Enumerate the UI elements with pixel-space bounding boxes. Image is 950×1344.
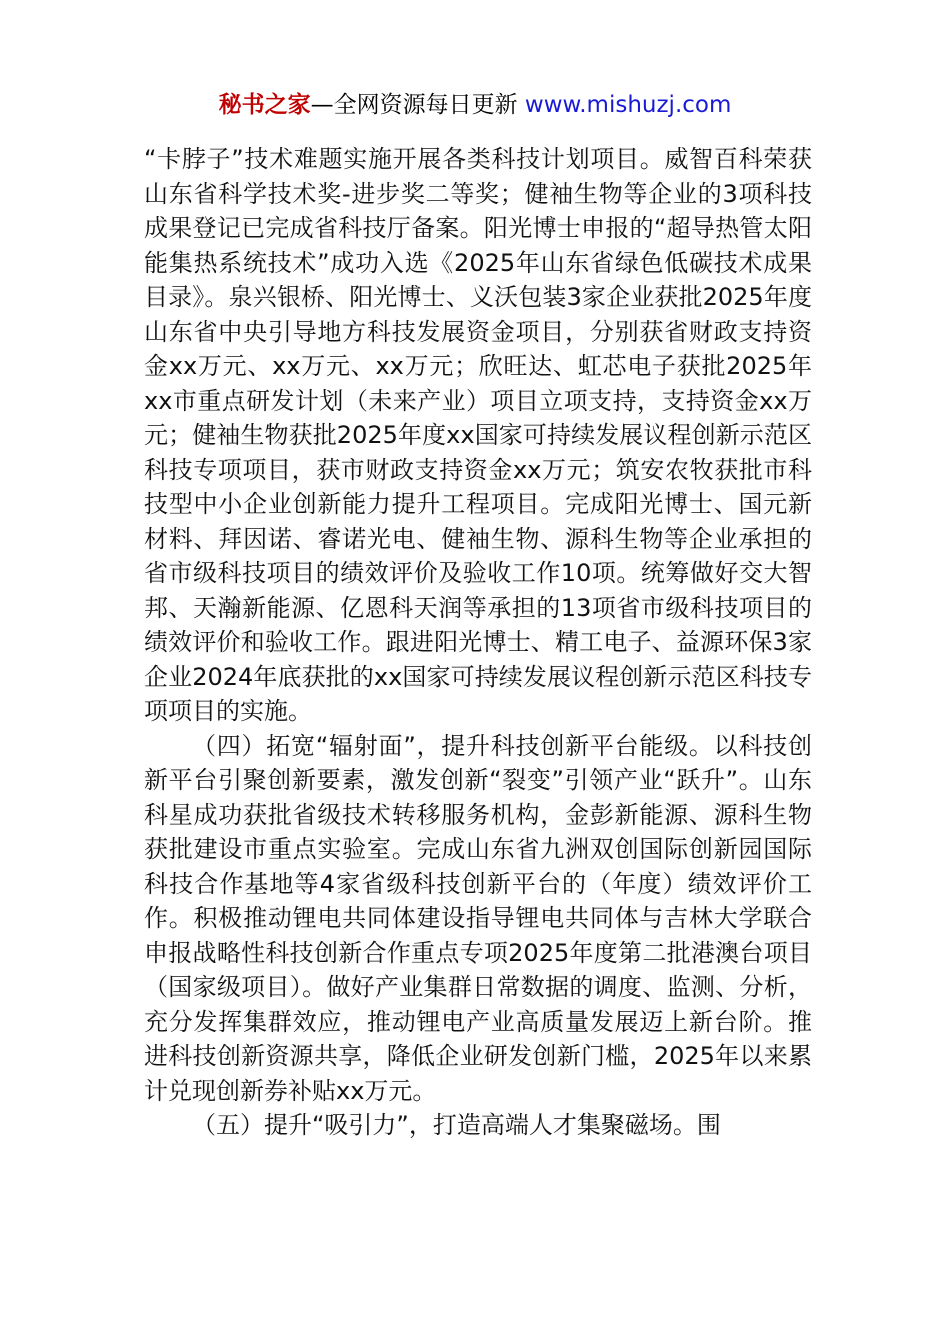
site-header: [0, 88, 950, 122]
paragraph-2: （四）拓宽“辐射面”，提升科技创新平台能级。以科技创新平台引聚创新要素，激发创新“裂变”引领产业“跃升”。山东科星成功获批省级技术转移服务机构，金彭新能源、源科生物获批建设市重点实验室。完成山东省九洲双创国际创新园国际科技合作基地等4家省级科技创新平台的（年度）绩效评价工作。积极推动锂电共同体建设指导锂电共同体与吉林大学联合申报战略性科技创新合作重点专项2025年度第二批港澳台项目（国家级项目）。做好产业集群日常数据的调度、监测、分析，充分发挥集群效应，推动锂电产业高质量发展迈上新台阶。推进科技创新资源共享，降低企业研发创新门槛，2025年以来累计兑现创新券补贴xx万元。: [144, 731, 812, 1105]
site-url-link[interactable]: www.mishuzj.com: [524, 92, 732, 118]
paragraph-3: （五）提升“吸引力”，打造高端人才集聚磁场。围: [192, 1111, 721, 1139]
brand-name: 秘书之家: [218, 92, 311, 118]
document-body: [144, 142, 812, 1143]
header-tagline: —全网资源每日更新: [310, 92, 525, 118]
paragraph-1: “卡脖子”技术难题实施开展各类科技计划项目。威智百科荣获山东省科学技术奖-进步奖二等奖；健袖生物等企业的3项科技成果登记已完成省科技厅备案。阳光博士申报的“超导热管太阳能集热系统技术”成功入选《2025年山东省绿色低碳技术成果目录》。泉兴银桥、阳光博士、义沃包装3家企业获批2025年度山东省中央引导地方科技发展资金项目，分别获省财政支持资金xx万元、xx万元、xx万元；欣旺达、虹芯电子获批2025年xx市重点研发计划（未来产业）项目立项支持，支持资金xx万元；健袖生物获批2025年度xx国家可持续发展议程创新示范区科技专项项目，获市财政支持资金xx万元；筑安农牧获批市科技型中小企业创新能力提升工程项目。完成阳光博士、国元新材料、拜因诺、睿诺光电、健袖生物、源科生物等企业承担的省市级科技项目的绩效评价及验收工作10项。统筹做好交大智邦、天瀚新能源、亿恩科天润等承担的13项省市级科技项目的绩效评价和验收工作。跟进阳光博士、精工电子、益源环保3家企业2024年底获批的xx国家可持续发展议程创新示范区科技专项项目的实施。: [144, 145, 812, 725]
